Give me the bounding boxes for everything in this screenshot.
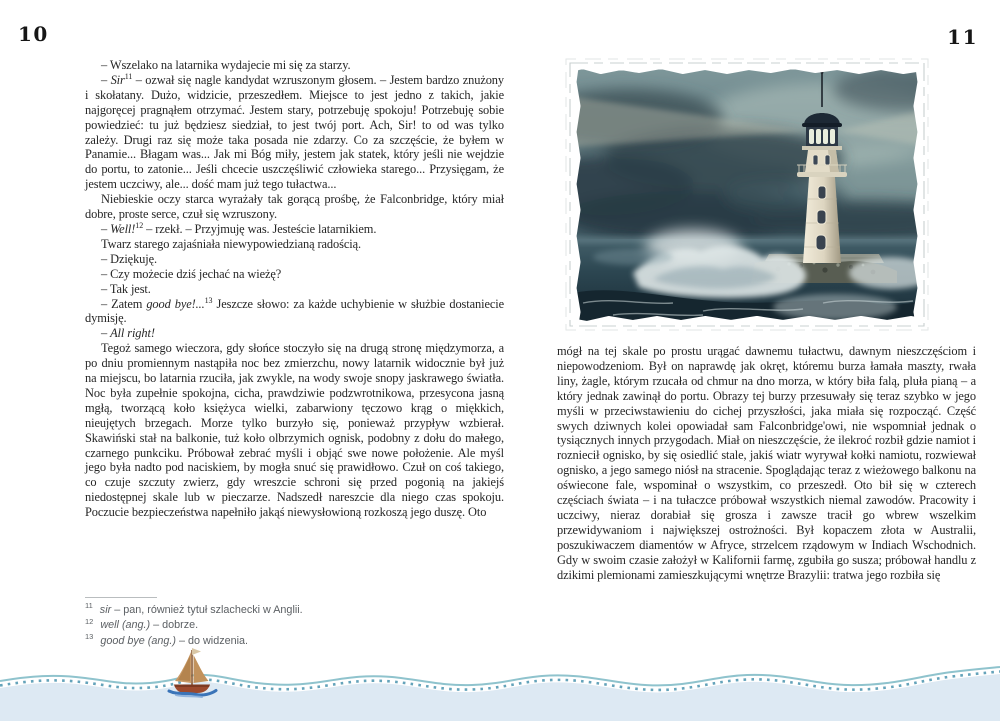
paragraph: – Czy możecie dziś jechać na wieżę? [101, 266, 282, 281]
paragraph: – Zatem good bye!...$^{13}$ Jeszcze słowo: za każde uchybienie w służbie dostaniecie dymisję. [85, 295, 504, 326]
paragraph: – Dziękuję. [101, 251, 158, 266]
page-number-right: 11 [947, 25, 978, 49]
footnote-item: $^{11}$ sir – pan, również tytuł szlachecki w Anglii. [85, 601, 303, 616]
footnote-ref: 11 [124, 71, 133, 81]
footer-wave-fill [0, 674, 1000, 721]
footnote-item: $^{12}$ well (ang.) – dobrze. [85, 616, 199, 632]
footnote-item: $^{13}$ good bye (ang.) – do widzenia. [85, 632, 249, 647]
footnote-ref: 13 [204, 295, 213, 305]
footnote-separator [85, 597, 157, 598]
footer-wave-ornament [0, 646, 1000, 721]
footnote-ref: 12 [135, 220, 144, 230]
paragraph: Niebieskie oczy starca wyrażały tak gorącą prośbę, że Falconbridge, który miał dobre, proste serce, czuł się wzruszony. [85, 192, 504, 222]
footnote-number: 11 [85, 601, 93, 611]
footnote-number: 12 [85, 616, 94, 626]
paragraph: – Wszelako na latarnika wydajecie mi się za starzy. [101, 58, 351, 72]
paragraph: – Tak jest. [101, 281, 151, 296]
footnotes-block [85, 597, 504, 649]
paragraph: Twarz starego zajaśniała niewypowiedzianą radością. [101, 236, 361, 251]
right-page-text-column [557, 344, 976, 583]
footer-wave-line [0, 667, 1000, 685]
footnote-list [85, 603, 504, 649]
paragraph: – All right! [101, 326, 155, 341]
lighthouse-illustration [563, 56, 931, 333]
paragraph: – Well!$^{12}$ – rzekł. – Przyjmuję was. Jesteście latarnikiem. [101, 220, 377, 236]
paragraph: – Sir$^{11}$ – ozwał się nagle kandydat wzruszonym głosem. – Jestem bardzo znużony i skołatany. Dużo, widzicie, przeszedłem. Miejsce to jest jedno z takich, jakie najgoręcej pragnąłem otrzymać. Jestem stary, potrzebuję spokoju! Potrzebuję sobie powiedzieć: tu już będziesz siedział, to jest twój port. Ach, Sir! to od was tylko zależy. Drugi raz się może taka posada nie zdarzy. Co za szczęście, że byłem w Panamie... Błagam was... Jak mi Bóg miły, jestem jak statek, który jeśli nie wejdzie do portu, to zatonie... Jeśli chcecie uszczęśliwić człowieka starego... Przysięgam, że jestem uczciwy, ale... dość mam już tego tułactwa... [85, 71, 505, 192]
footer-dotted-line [0, 672, 1000, 690]
paragraph: Tegoż samego wieczora, gdy słońce stoczyło się na drugą stronę międzymorza, a po dniu promiennym nastąpiła noc bez zmierzchu, nowy latarnik widocznie był już na miejscu, bo latarnia rzuciła, jak zwykle, na wody swoje snopy jaskrawego światła. Noc była zupełnie spokojna, cicha, prawdziwie podzwrotnikowa, przesycona jasną mgłą, tworzącą koło księżyca wielki, zabarwiony tęczowo krąg o miękkich, nieujętych brzegach. Morze tylko burzyło się, ponieważ przypływ wzbierał. Skawiński stał na balkonie, tuż koło olbrzymich ognisk, podobny z dołu do małego, czarnego punkciku. Próbował zebrać myśli i objąć swe nowe położenie. Ale myśl jego była nadto pod naciskiem, by mogła snuć się prawidłowo. Czuł on coś takiego, co czuje szczuty zwierz, gdy wreszcie schroni się przed pogonią na jakiejś niedostępnej skale lub w pieczarze. Nadszedł nareszcie dla niego czas spokoju. Poczucie bezpieczeństwa napełniło jakąś niewysłowioną rozkoszą jego duszę. Oto [85, 341, 504, 520]
page-number-left: 10 [18, 22, 49, 46]
left-page-text-column [85, 58, 504, 520]
paragraph: mógł na tej skale po prostu urągać dawnemu tułactwu, dawnym nieszczęściom i niepowodzeniom. Był on naprawdę jak okręt, któremu burza łamała maszty, rwała liny, żagle, którym rzucała od chmur na dno morza, w który biła falą, pluła pianą – a który jednak zawinął do portu. Obrazy tej burzy przesuwały się teraz szybko w jego myśli w przeciwstawieniu do cichej przyszłości, jaka miała się rozpocząć. Część swych dziwnych kolei opowiadał sam Falconbridge'owi, nie wspomniał jednak o tysiącznych innych przygodach. Miał on nieszczęście, że ilekroć rozbił gdzie namiot i rozniecił ognisko, by się osiedlić stale, jakiś wiatr wyrywał kołki namiotu, rozwiewał ognisko, a jego samego niósł na stracenie. Spoglądając teraz z wieżowego balkonu na oświecone fale, wspominał o wszystkim, co przeszedł. Oto bił się w czterech częściach świata – i na tułaczce próbował wszystkich niemal zawodów. Pracowity i uczciwy, nieraz dorabiał się grosza i zawsze tracił go wbrew wszelkim przewidywaniom i największej ostrożności. Był kopaczem złota w Australii, poszukiwaczem diamentów w Afryce, strzelcem rządowym w Indiach Wschodnich. Gdy w swoim czasie założył w Kalifornii farmę, zgubiła go susza; próbował handlu z dzikimi plemionami zamieszkującymi wnętrze Brazylii: tratwa jego rozbiła się [557, 344, 976, 582]
sketchy-photo-frame [563, 56, 931, 333]
footnote-number: 13 [85, 632, 94, 642]
